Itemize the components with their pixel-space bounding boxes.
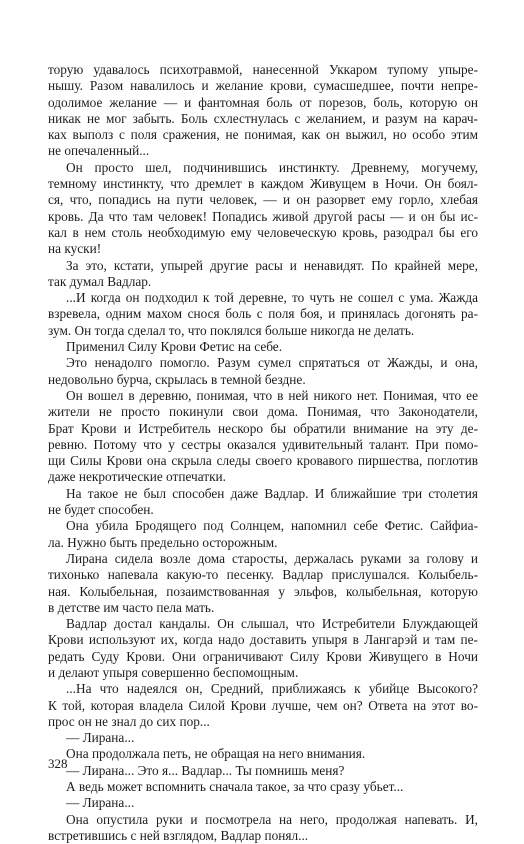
- text-line: не будет способен.: [48, 502, 154, 518]
- text-line: темному инстинкту, что дремлет в каждом Живущем в Ночи. Он боял-: [48, 176, 478, 192]
- text-line: взревела, одним махом снося боль с поля боя, и принялась догонять ра-: [48, 306, 478, 322]
- page-number: 328: [48, 756, 68, 771]
- text-line: ках выполз с поля сражения, не понимая, как он выжил, но особо этим: [48, 127, 478, 143]
- text-line: прос он не знал до сих пор...: [48, 713, 210, 729]
- text-line: Крови используют их, когда надо доставить упыря в Лангарэй и там пе-: [48, 632, 478, 648]
- text-line: К той, которая владела Силой Крови лучше, чем он? Ответа на этот во-: [48, 697, 478, 713]
- text-line: ревню. Потому что у сестры оказался удивительный талант. При помо-: [48, 436, 478, 452]
- text-line: — Лирана... Это я... Вадлар... Ты помнишь меня?: [66, 762, 345, 778]
- text-line: За это, кстати, упырей другие расы и ненавидят. По крайней мере,: [66, 257, 478, 273]
- text-line: ная. Колыбельная, позаимствованная у эльфов, колыбельная, которую: [48, 583, 478, 599]
- text-line: недовольно бурча, скрылась в темной бездне.: [48, 371, 306, 387]
- text-line: щи Силы Крови она скрыла следы своего кровавого пиршества, поглотив: [48, 453, 478, 469]
- text-line: Вадлар достал кандалы. Он слышал, что Истребители Блуждающей: [66, 616, 478, 632]
- text-line: ...И когда он подходил к той деревне, то чуть не сошел с ума. Жажда: [66, 290, 478, 306]
- text-line: — Лирана...: [66, 795, 135, 811]
- page-body-text: [48, 62, 478, 844]
- text-line: и делают упыря совершенно беспомощным.: [48, 664, 299, 680]
- text-line: На такое не был способен даже Вадлар. И ближайшие три столетия: [66, 485, 478, 501]
- text-line: Она убила Бродящего под Солнцем, напомнил себе Фетис. Сайфиа-: [66, 518, 478, 534]
- text-line: Он вошел в деревню, понимая, что в ней никого нет. Понимая, что ее: [66, 387, 478, 403]
- text-line: редать Суду Крови. Они ограничивают Силу Крови Живущего в Ночи: [48, 648, 478, 664]
- text-line: Он просто шел, подчинившись инстинкту. Древнему, могучему,: [66, 159, 478, 175]
- text-line: Это ненадолго помогло. Разум сумел спрятаться от Жажды, и она,: [66, 355, 478, 371]
- text-line: на куски!: [48, 241, 102, 257]
- text-line: в детстве им часто пела мать.: [48, 599, 215, 615]
- text-line: не опечаленный...: [48, 143, 150, 159]
- text-line: никак не мог забыть. Боль схлестнулась с желанием, и разум на карач-: [48, 110, 478, 126]
- text-line: так думал Вадлар.: [48, 273, 152, 289]
- text-line: зум. Он тогда сделал то, что поклялся больше никогда не делать.: [48, 322, 415, 338]
- text-line: — Лирана...: [66, 730, 135, 746]
- text-line: кровь. Да что там человек! Попадись живой другой расы — и он бы ис-: [48, 208, 478, 224]
- text-line: даже некротические отпечатки.: [48, 469, 226, 485]
- text-line: встретившись с ней взглядом, Вадлар понял...: [48, 827, 309, 843]
- text-line: кал в нем столь необходимую ему человеческую кровь, разодрал бы его: [48, 224, 478, 240]
- text-line: Применил Силу Крови Фетис на себе.: [66, 339, 283, 355]
- text-line: Лирана сидела возле дома старосты, держалась руками за голову и: [66, 550, 478, 566]
- text-line: нышу. Разом навалилось и желание крови, сумасшедшее, почти непре-: [48, 78, 478, 94]
- text-line: ...На что надеялся он, Средний, приближаясь к убийце Высокого?: [66, 681, 478, 697]
- text-line: торую удавалось психотравмой, нанесенной Уккаром тупому упыре-: [48, 62, 478, 77]
- text-line: тихонько напевала какую-то песенку. Вадлар прислушался. Колыбель-: [48, 567, 478, 583]
- text-line: одолимое желание — и фантомная боль от порезов, боль, которую он: [48, 94, 478, 110]
- text-line: ся, что, попадись на пути человек, — и он разорвет ему горло, хлебая: [48, 192, 478, 208]
- text-line: жители не просто покинули свои дома. Понимая, что Законодатели,: [48, 404, 478, 420]
- text-line: Она продолжала петь, не обращая на него внимания.: [66, 746, 366, 762]
- text-line: Она опустила руки и посмотрела на него, продолжая напевать. И,: [66, 811, 478, 827]
- text-line: Брат Крови и Истребитель нескоро бы обратили внимание на эту де-: [48, 420, 478, 436]
- text-line: А ведь может вспомнить сначала такое, за что сразу убьет...: [66, 779, 404, 795]
- text-line: ла. Нужно быть предельно осторожным.: [48, 534, 278, 550]
